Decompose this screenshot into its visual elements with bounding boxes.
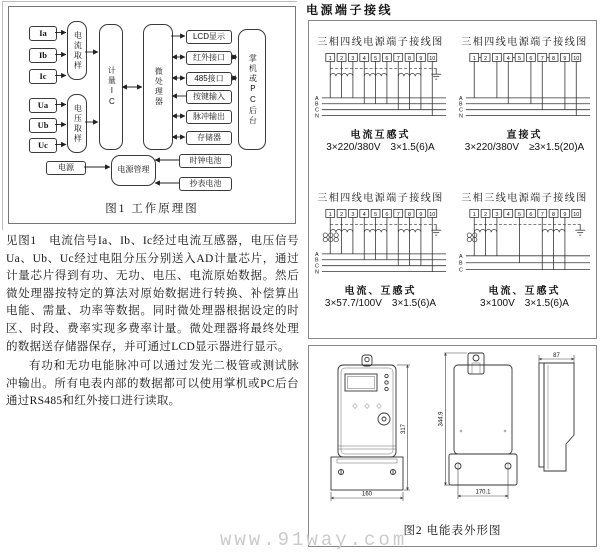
svg-text:B: B <box>458 260 463 267</box>
terminal-row <box>325 210 436 218</box>
wiring-schematic-ptct4 <box>312 208 450 280</box>
svg-text:6: 6 <box>528 55 532 62</box>
block-key-input: 按键输入 <box>186 90 232 104</box>
ground-symbol <box>431 224 441 235</box>
paragraph-1: 见图1 电流信号Ia、Ib、Ic经过电流互感器，电压信号Ua、Ub、Uc经过电阻分压分别送入AD计量芯片，通过计量芯片得到有功、无功、电压、电流原始数据。然后微处理器按特定的算法对原始数据进行转换、补偿算出电能、需量、功率等数据。同时微处理器根据设定的时区、时段、费率实现多费率计量。微处理器将最终处理的数据送存储器保存，并可通过LCD显示器进行显示。 <box>6 235 299 353</box>
svg-text:7: 7 <box>540 211 544 218</box>
terminal-row <box>469 210 580 218</box>
wiring-title: 三相三线电源端子接线图 <box>461 193 588 204</box>
svg-text:4: 4 <box>506 55 510 62</box>
svg-text:2: 2 <box>483 211 487 218</box>
wiring-type-label: 电流互感式 <box>350 130 411 141</box>
svg-text:B: B <box>458 101 463 108</box>
svg-text:9: 9 <box>418 211 422 218</box>
svg-text:A: A <box>314 251 319 258</box>
wiring-diagram-panel <box>308 20 597 339</box>
svg-text:8: 8 <box>407 211 411 218</box>
phase-bus-lines <box>314 96 445 120</box>
wiring-title: 三相四线电源端子接线图 <box>317 193 444 204</box>
wiring-section-title: 电源端子接线 <box>306 3 394 17</box>
wires <box>474 217 565 269</box>
phase-bus-lines <box>458 96 589 120</box>
terminal-row <box>325 54 436 62</box>
page-edge-left <box>2 1 3 230</box>
svg-text:1: 1 <box>328 55 332 62</box>
side-view <box>539 353 574 471</box>
svg-text:8: 8 <box>551 211 555 218</box>
wiring-title: 三相四线电源端子接线图 <box>461 37 588 48</box>
led-indicator <box>385 381 388 384</box>
wiring-type-label: 电流、互感式 <box>488 286 561 297</box>
wiring-spec: 3×57.7/100V 3×1.5(6)A <box>324 298 437 309</box>
button <box>378 413 390 425</box>
svg-text:7: 7 <box>540 55 544 62</box>
wiring-cell-ct4 <box>309 33 452 185</box>
svg-text:B: B <box>314 257 319 264</box>
wiring-schematic-direct <box>456 52 594 124</box>
page-edge-top <box>2 1 297 2</box>
figure1-principle-diagram <box>8 6 296 224</box>
svg-text:1: 1 <box>472 211 476 218</box>
svg-text:2: 2 <box>483 55 487 62</box>
dim-back-height: 344.9 <box>438 411 445 427</box>
ground-symbol <box>431 68 441 79</box>
svg-text:9: 9 <box>562 211 566 218</box>
svg-text:C: C <box>458 107 463 114</box>
wiring-cell-direct <box>453 33 596 185</box>
svg-text:C: C <box>314 263 319 270</box>
watermark: www.91way.com <box>220 529 408 551</box>
meter-outline-drawing <box>311 349 594 517</box>
svg-text:N: N <box>458 113 463 120</box>
front-view <box>331 355 410 501</box>
back-view <box>439 353 518 499</box>
svg-text:8: 8 <box>407 55 411 62</box>
terminal-cover <box>331 457 403 490</box>
svg-text:7: 7 <box>396 55 400 62</box>
svg-text:C: C <box>314 107 319 114</box>
wiring-schematic-ct4 <box>312 52 450 124</box>
svg-text:4: 4 <box>362 211 366 218</box>
block-ic: Ic <box>29 69 57 84</box>
svg-text:1: 1 <box>328 211 332 218</box>
wiring-cell-ptct4 <box>309 189 452 341</box>
dim-width: 160 <box>361 491 373 498</box>
svg-text:5: 5 <box>517 211 521 218</box>
svg-text:3: 3 <box>494 211 498 218</box>
svg-text:10: 10 <box>428 211 435 218</box>
terminal-row <box>469 54 580 62</box>
block-power: 电源 <box>46 161 86 175</box>
block-lcd-display: LCD显示 <box>186 30 232 44</box>
block-metering-ic: 计量IC <box>99 24 123 150</box>
block-ub: Ub <box>29 118 57 133</box>
svg-text:N: N <box>314 113 319 120</box>
wires <box>330 61 432 115</box>
wiring-spec: 3×220/380V ≥3×1.5(20)A <box>464 142 585 153</box>
svg-text:2: 2 <box>339 55 343 62</box>
dim-height: 317 <box>401 423 407 435</box>
block-infrared-port: 红外接口 <box>186 51 232 65</box>
wiring-cell-ptct3 <box>453 189 596 341</box>
svg-text:A: A <box>314 95 319 102</box>
led-indicator <box>385 374 388 377</box>
wiring-title: 三相四线电源端子接线图 <box>317 37 444 48</box>
phase-bus-lines <box>458 254 589 274</box>
block-reading-battery: 抄表电池 <box>179 177 232 191</box>
svg-text:5: 5 <box>373 55 377 62</box>
block-mcu: 微处理器 <box>143 24 173 150</box>
ground-symbol <box>575 224 585 235</box>
svg-text:10: 10 <box>572 211 579 218</box>
wires <box>474 61 576 115</box>
svg-text:A: A <box>458 95 463 102</box>
svg-text:10: 10 <box>572 55 579 62</box>
block-uc: Uc <box>29 138 57 153</box>
svg-text:6: 6 <box>528 211 532 218</box>
wiring-type-label: 电流、互感式 <box>344 286 417 297</box>
svg-text:3: 3 <box>350 55 354 62</box>
svg-text:C: C <box>458 267 463 274</box>
svg-text:3: 3 <box>494 55 498 62</box>
pt-coils <box>323 233 338 242</box>
svg-text:1: 1 <box>472 55 476 62</box>
wiring-spec: 3×220/380V 3×1.5(6)A <box>326 142 435 153</box>
block-voltage-sampling: 电压取样 <box>67 94 87 153</box>
block-485-port: 485接口 <box>186 72 232 86</box>
paragraph-2: 有功和无功电能脉冲可以通过发光二极管或测试脉冲输出。所有电表内部的数据都可以使用掌机或PC后台通过RS485和红外接口进行读取。 <box>6 360 299 408</box>
dim-hole-spacing: 170.1 <box>475 489 491 496</box>
block-current-sampling: 电流取样 <box>67 21 87 80</box>
wiring-type-label: 直接式 <box>506 130 543 141</box>
pt-coils <box>467 233 477 242</box>
svg-text:9: 9 <box>418 55 422 62</box>
svg-text:A: A <box>458 253 463 260</box>
svg-text:7: 7 <box>396 211 400 218</box>
body-text <box>6 233 299 411</box>
svg-text:5: 5 <box>517 55 521 62</box>
block-memory: 存储器 <box>186 131 232 145</box>
svg-text:B: B <box>314 101 319 108</box>
block-ua: Ua <box>29 98 57 113</box>
svg-text:10: 10 <box>428 55 435 62</box>
wiring-spec: 3×100V 3×1.5(6)A <box>480 298 569 309</box>
svg-text:9: 9 <box>562 55 566 62</box>
figure2-outline-panel <box>308 345 597 547</box>
svg-text:4: 4 <box>362 55 366 62</box>
hanging-bracket <box>468 353 484 374</box>
svg-text:4: 4 <box>506 211 510 218</box>
svg-text:N: N <box>314 269 319 276</box>
figure2-caption: 图2 电能表外形图 <box>403 525 502 537</box>
block-clock-battery: 时钟电池 <box>179 154 232 168</box>
svg-text:3: 3 <box>350 211 354 218</box>
block-backend: 掌机或PC后台 <box>238 29 266 150</box>
svg-text:6: 6 <box>384 55 388 62</box>
svg-text:2: 2 <box>339 211 343 218</box>
dim-depth: 87 <box>553 353 560 359</box>
svg-text:6: 6 <box>384 211 388 218</box>
wires <box>330 217 432 271</box>
led-indicator <box>385 387 388 390</box>
block-ib: Ib <box>29 48 57 63</box>
block-pulse-output: 脉冲输出 <box>186 110 232 124</box>
block-power-mgmt: 电源管理 <box>111 155 156 186</box>
phase-bus-lines <box>314 252 445 276</box>
svg-text:5: 5 <box>373 211 377 218</box>
wiring-schematic-ptct3 <box>456 208 594 280</box>
block-ia: Ia <box>29 26 57 41</box>
figure1-caption: 图1 工作原理图 <box>105 203 199 215</box>
svg-text:8: 8 <box>551 55 555 62</box>
